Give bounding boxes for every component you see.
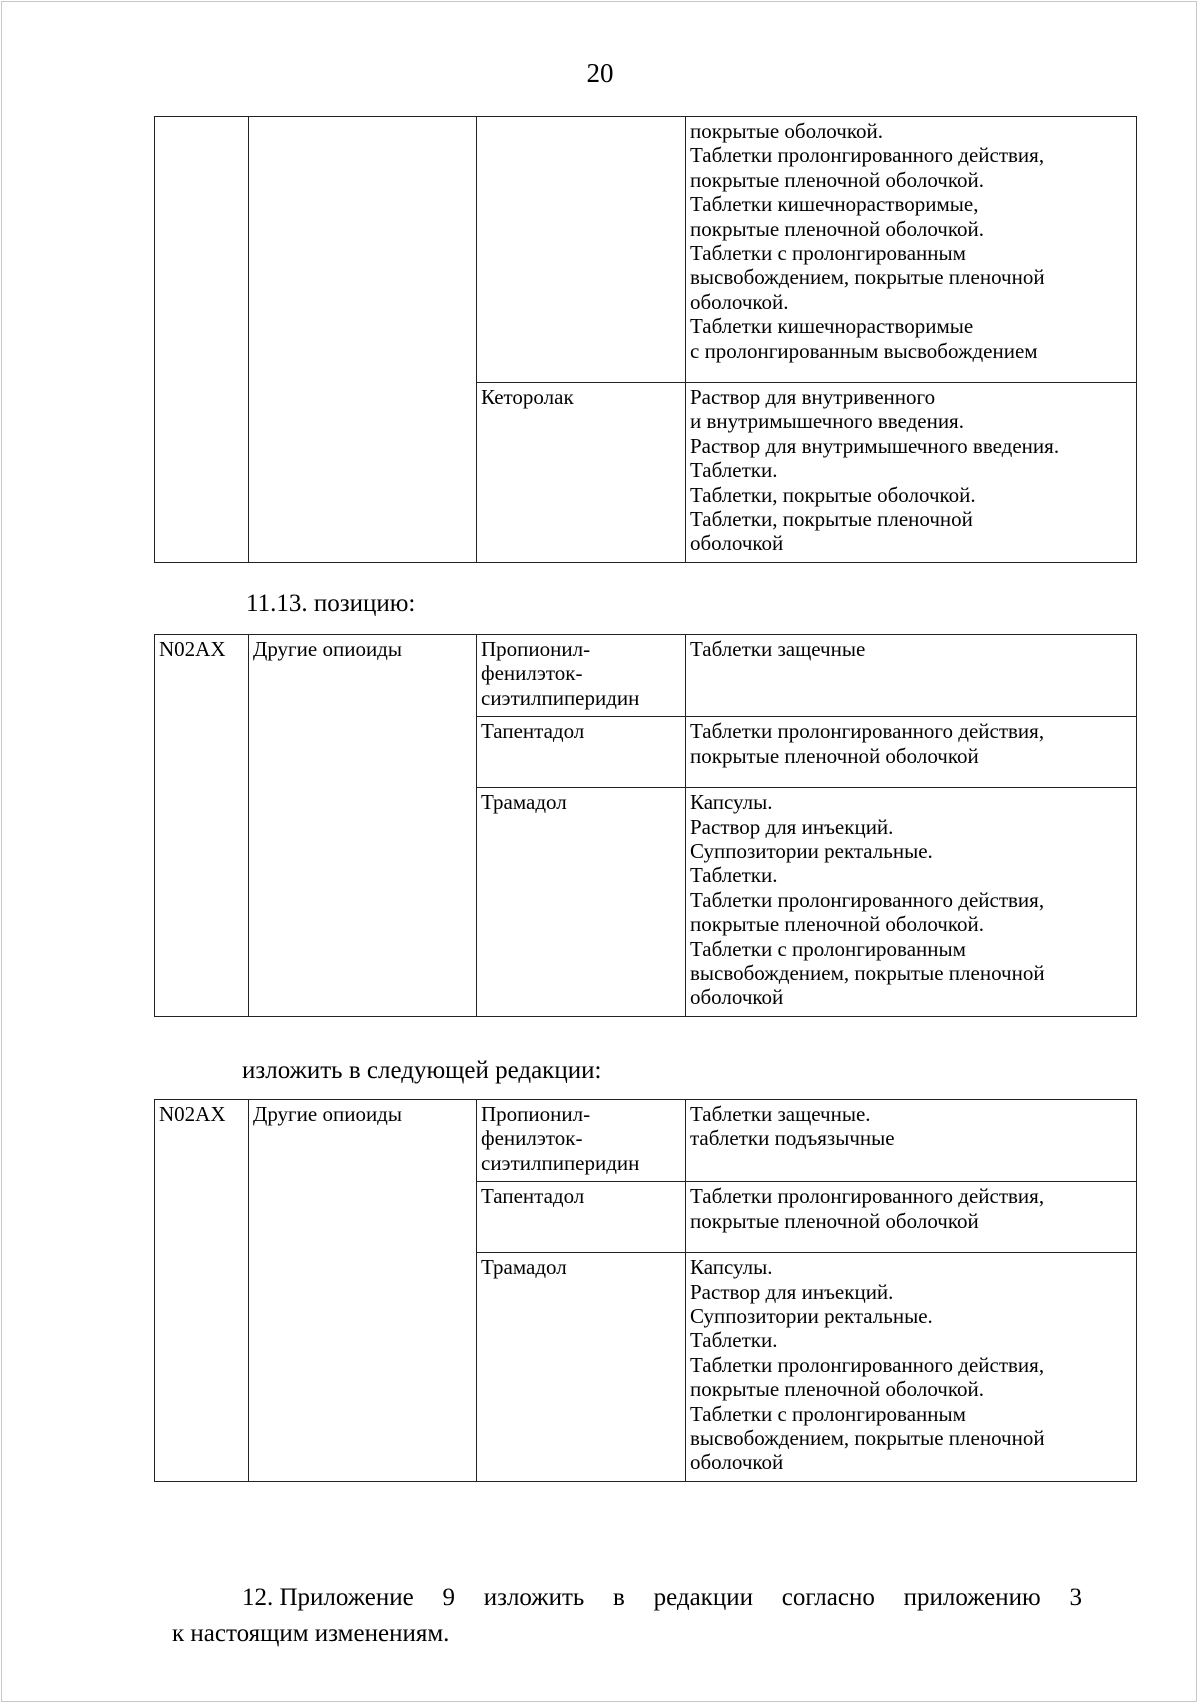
form-line: покрытые пленочной оболочкой	[690, 1208, 979, 1233]
paragraph-12	[172, 1580, 1082, 1652]
drug-name: Пропионил-	[481, 1102, 591, 1126]
form-line: Таблетки с пролонгированным	[690, 241, 966, 266]
group-cell	[249, 635, 477, 1017]
form-line: Раствор для инъекций.	[690, 814, 894, 839]
form-line: Таблетки, покрытые оболочкой.	[690, 482, 976, 507]
form-line: Капсулы.	[690, 1255, 773, 1280]
table-row	[155, 1100, 1137, 1182]
forms-cell	[686, 1253, 1137, 1482]
paragraph-line-2: к настоящим изменениям.	[172, 1620, 450, 1647]
drug-name: Трамадол	[481, 1255, 567, 1280]
form-line: Таблетки пролонгированного действия,	[690, 1184, 1045, 1209]
paragraph-word: 12. Приложение	[242, 1584, 414, 1611]
paragraph-word: 9	[442, 1584, 455, 1611]
drug-name: Кеторолак	[481, 385, 574, 409]
forms-cell	[686, 788, 1137, 1017]
drug-name: сиэтилпиперидин	[481, 685, 640, 710]
form-line: Капсулы.	[690, 790, 773, 815]
drug-name: Пропионил-	[481, 637, 591, 661]
form-line: оболочкой	[690, 531, 784, 556]
table-row	[155, 635, 1137, 717]
drug-name: Трамадол	[481, 790, 567, 815]
drug-name: сиэтилпиперидин	[481, 1150, 640, 1175]
form-line: с пролонгированным высвобождением	[690, 338, 1038, 363]
table-row	[155, 117, 1137, 383]
form-line: Раствор для внутривенного	[690, 385, 936, 409]
form-line: Таблетки защечные.	[690, 1102, 871, 1126]
form-line: Таблетки кишечнорастворимые	[690, 314, 974, 339]
atc-code: N02AX	[159, 637, 226, 661]
drug-cell	[477, 635, 686, 717]
form-line: Таблетки.	[690, 458, 778, 483]
form-line: оболочкой.	[690, 289, 789, 314]
drug-name: фенилэток-	[481, 1126, 583, 1151]
form-line: Таблетки защечные	[690, 637, 866, 661]
form-line: покрытые пленочной оболочкой.	[690, 167, 984, 192]
forms-cell	[686, 383, 1137, 563]
caption-new-edition: изложить в следующей редакции:	[242, 1057, 602, 1084]
form-line: оболочкой	[690, 1450, 784, 1475]
form-line: Таблетки пролонгированного действия,	[690, 887, 1045, 912]
paragraph-line-1	[172, 1580, 1082, 1616]
group-cell	[249, 1100, 477, 1482]
form-line: покрытые пленочной оболочкой.	[690, 216, 984, 241]
paragraph-word: 3	[1069, 1584, 1082, 1611]
table-old-position	[154, 634, 1137, 1017]
paragraph-word: в	[613, 1584, 625, 1611]
form-line: Таблетки пролонгированного действия,	[690, 719, 1045, 744]
forms-cell	[686, 1182, 1137, 1253]
table-continued	[154, 116, 1137, 563]
form-line: оболочкой	[690, 985, 784, 1010]
forms-cell	[686, 717, 1137, 788]
form-line: Таблетки с пролонгированным	[690, 1401, 966, 1426]
drug-cell	[477, 717, 686, 788]
form-line: высвобождением, покрытые пленочной	[690, 961, 1045, 986]
code-cell	[155, 1100, 249, 1482]
group-name: Другие опиоиды	[253, 1102, 402, 1126]
paragraph-word: приложению	[903, 1584, 1041, 1611]
form-line: Таблетки.	[690, 1328, 778, 1353]
form-line: Раствор для инъекций.	[690, 1279, 894, 1304]
drug-name: фенилэток-	[481, 661, 583, 686]
form-line: Раствор для внутримышечного введения.	[690, 433, 1060, 458]
form-line: покрытые оболочкой.	[690, 119, 883, 143]
table-new-edition	[154, 1099, 1137, 1482]
forms-cell	[686, 117, 1137, 383]
paragraph-word: редакции	[653, 1584, 753, 1611]
paragraph-word: изложить	[483, 1584, 585, 1611]
form-line: Таблетки пролонгированного действия,	[690, 1352, 1045, 1377]
forms-cell	[686, 635, 1137, 717]
drug-cell	[477, 788, 686, 1017]
group-cell	[249, 117, 477, 563]
form-line: Суппозитории ректальные.	[690, 1304, 933, 1329]
form-line: Таблетки.	[690, 863, 778, 888]
forms-cell	[686, 1100, 1137, 1182]
drug-name: Тапентадол	[481, 719, 585, 744]
drug-cell	[477, 383, 686, 563]
drug-cell	[477, 1182, 686, 1253]
drug-cell	[477, 1100, 686, 1182]
form-line: высвобождением, покрытые пленочной	[690, 1426, 1045, 1451]
form-line: и внутримышечного введения.	[690, 409, 964, 434]
code-cell	[155, 117, 249, 563]
group-name: Другие опиоиды	[253, 637, 402, 661]
form-line: покрытые пленочной оболочкой	[690, 743, 979, 768]
drug-cell	[477, 1253, 686, 1482]
paragraph-word: согласно	[781, 1584, 875, 1611]
caption-position: 11.13. позицию:	[246, 590, 416, 617]
form-line: Таблетки кишечнорастворимые,	[690, 192, 979, 217]
form-line: Таблетки, покрытые пленочной	[690, 507, 973, 532]
form-line: покрытые пленочной оболочкой.	[690, 1377, 984, 1402]
form-line: покрытые пленочной оболочкой.	[690, 912, 984, 937]
form-line: высвобождением, покрытые пленочной	[690, 265, 1045, 290]
page-number: 20	[586, 58, 614, 88]
form-line: Таблетки пролонгированного действия,	[690, 143, 1045, 168]
form-line: Суппозитории ректальные.	[690, 839, 933, 864]
atc-code: N02AX	[159, 1102, 226, 1126]
form-line: таблетки подъязычные	[690, 1126, 895, 1151]
drug-name: Тапентадол	[481, 1184, 585, 1209]
code-cell	[155, 635, 249, 1017]
form-line: Таблетки с пролонгированным	[690, 936, 966, 961]
drug-cell	[477, 117, 686, 383]
